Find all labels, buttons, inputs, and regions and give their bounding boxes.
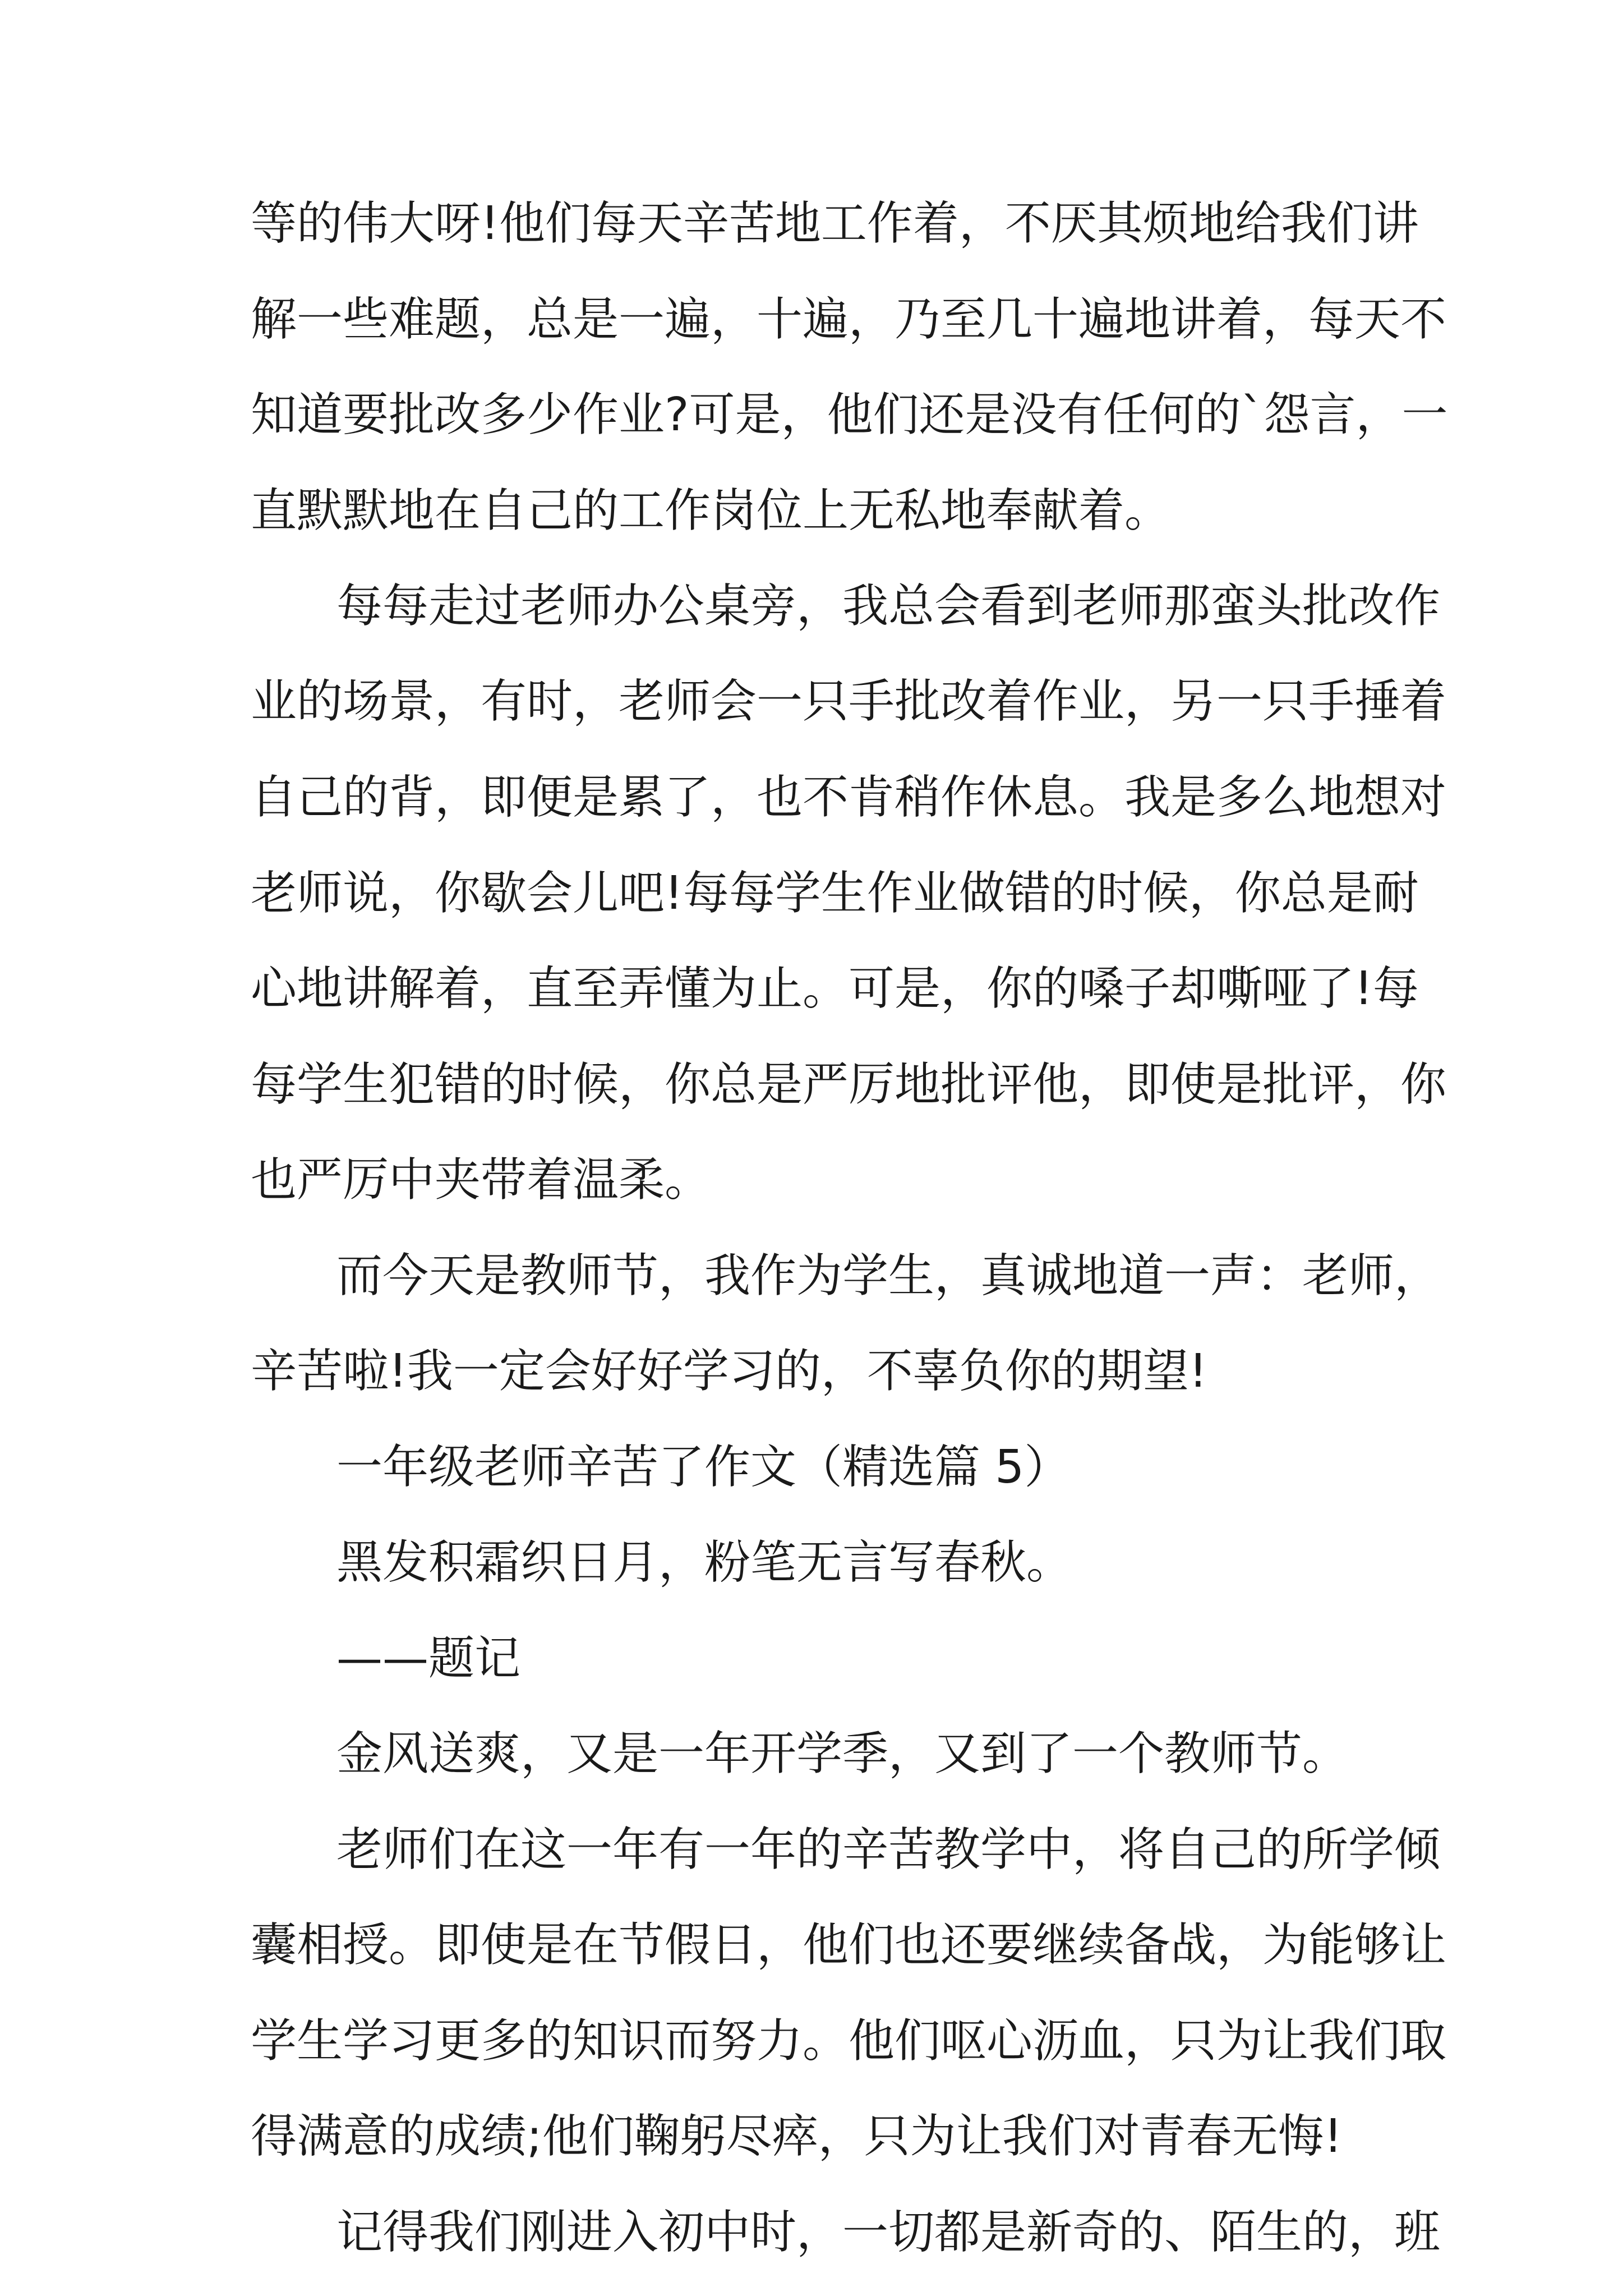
paragraph-first-line: 记得我们刚进入初中时，一切都是新奇的、陌生的，班 [336, 2206, 1441, 2259]
text-line: 老师说，你歇会儿吧!每每学生作业做错的时候，你总是耐 [251, 867, 1419, 920]
text-line: 辛苦啦!我一定会好好学习的，不辜负你的期望! [251, 1345, 1207, 1398]
text-line: 学生学习更多的知识而努力。他们呕心沥血，只为让我们取 [251, 2014, 1447, 2068]
text-line: 囊相授。即使是在节假日，他们也还要继续备战，为能够让 [251, 1918, 1447, 1972]
paragraph-first-line: 老师们在这一年有一年的辛苦教学中，将自己的所学倾 [336, 1823, 1441, 1876]
paragraph-first-line: 而今天是教师节，我作为学生，真诚地道一声：老师， [336, 1249, 1441, 1303]
epigraph-attribution: ——题记 [336, 1632, 521, 1685]
text-line: 自己的背，即便是累了，也不肯稍作休息。我是多么地想对 [251, 771, 1447, 824]
epigraph-line: 黑发积霜织日月，粉笔无言写春秋。 [336, 1536, 1073, 1589]
text-line: 业的场景，有时，老师会一只手批改着作业，另一只手捶着 [251, 675, 1447, 728]
text-line: 也严厉中夹带着温柔。 [251, 1153, 711, 1207]
text-line: 等的伟大呀!他们每天辛苦地工作着，不厌其烦地给我们讲 [251, 197, 1419, 250]
text-line: 每学生犯错的时候，你总是严厉地批评他，即使是批评，你 [251, 1058, 1447, 1111]
text-line: 直默默地在自己的工作岗位上无私地奉献着。 [251, 484, 1171, 537]
section-heading: 一年级老师辛苦了作文（精选篇 5） [336, 1441, 1071, 1494]
paragraph-first-line: 金风送爽，又是一年开学季，又到了一个教师节。 [336, 1727, 1349, 1780]
text-line: 得满意的成绩;他们鞠躬尽瘁，只为让我们对青春无悔! [251, 2110, 1343, 2163]
text-line: 心地讲解着，直至弄懂为止。可是，你的嗓子却嘶哑了!每 [251, 962, 1419, 1015]
text-line: 知道要批改多少作业?可是，他们还是没有任何的`怨言，一 [251, 388, 1448, 441]
text-line: 解一些难题，总是一遍，十遍，乃至几十遍地讲着，每天不 [251, 293, 1447, 346]
paragraph-first-line: 每每走过老师办公桌旁，我总会看到老师那蛮头批改作 [336, 579, 1441, 633]
